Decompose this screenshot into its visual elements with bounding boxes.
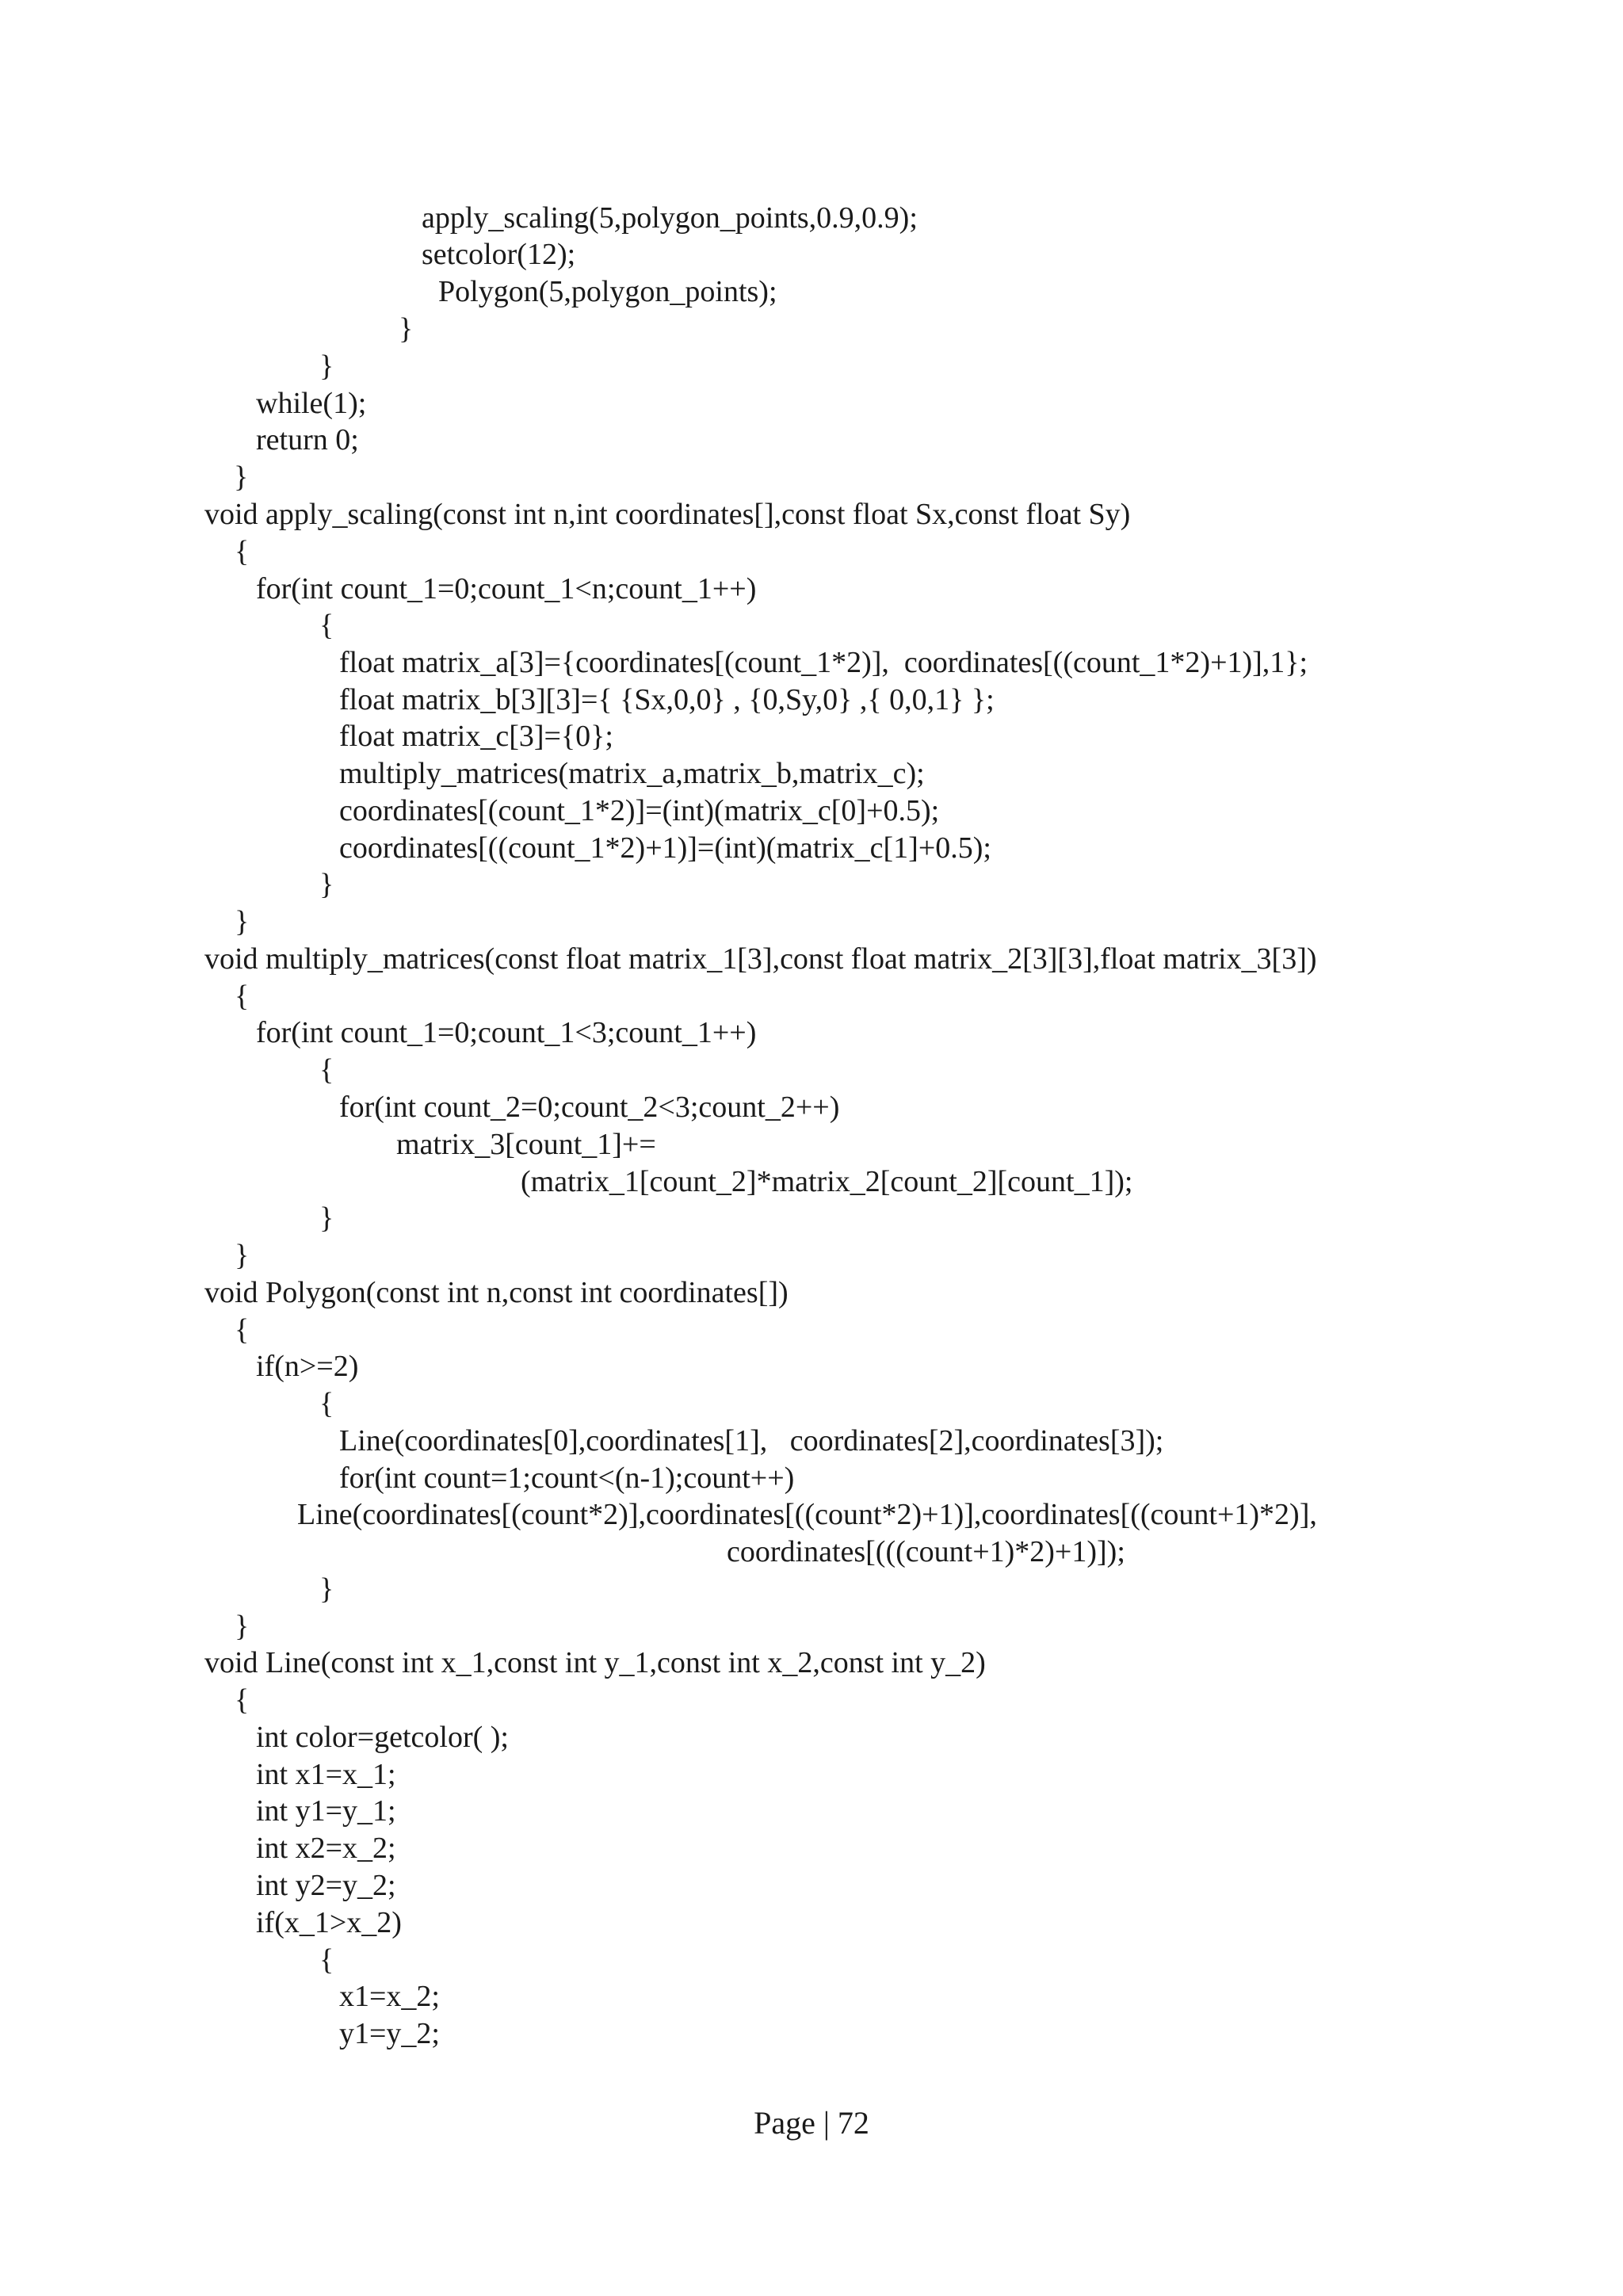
code-line: } — [319, 868, 334, 901]
code-line: } — [399, 312, 414, 346]
code-line: float matrix_a[3]={coordinates[(count_1*2)], coordinates[((count_1*2)+1)],1}; — [339, 646, 1308, 679]
code-line: matrix_3[count_1]+= — [396, 1128, 656, 1161]
code-line: coordinates[(((count+1)*2)+1)]); — [727, 1535, 1125, 1568]
code-line: Line(coordinates[0],coordinates[1], coordinates[2],coordinates[3]); — [339, 1424, 1164, 1457]
code-line: for(int count_2=0;count_2<3;count_2++) — [339, 1091, 840, 1124]
code-line: y1=y_2; — [339, 2017, 440, 2050]
code-line: if(n>=2) — [256, 1350, 359, 1383]
code-line: int x2=x_2; — [256, 1832, 396, 1865]
code-line: for(int count=1;count<(n-1);count++) — [339, 1461, 795, 1495]
code-line: { — [235, 980, 250, 1013]
page-number-footer: Page | 72 — [754, 2105, 869, 2141]
code-line: { — [319, 609, 334, 642]
code-line: if(x_1>x_2) — [256, 1906, 402, 1939]
code-line: float matrix_b[3][3]={ {Sx,0,0} , {0,Sy,0} ,{ 0,0,1} }; — [339, 683, 995, 716]
code-line: { — [235, 535, 250, 568]
code-line: setcolor(12); — [422, 238, 576, 271]
code-line: for(int count_1=0;count_1<n;count_1++) — [256, 572, 757, 606]
code-line: } — [234, 460, 249, 494]
code-line: { — [319, 1387, 334, 1420]
code-line: int x1=x_1; — [256, 1758, 396, 1791]
code-line: void Polygon(const int n,const int coordinates[]) — [204, 1276, 789, 1309]
code-line: void apply_scaling(const int n,int coordinates[],const float Sx,const float Sy) — [204, 498, 1131, 531]
code-line: while(1); — [256, 387, 367, 420]
code-line: int y2=y_2; — [256, 1869, 396, 1902]
code-line: int y1=y_1; — [256, 1794, 396, 1828]
code-line: } — [319, 1201, 334, 1235]
code-line: float matrix_c[3]={0}; — [339, 720, 613, 753]
code-line: { — [319, 1943, 334, 1977]
code-line: return 0; — [256, 423, 359, 457]
code-line: Line(coordinates[(count*2)],coordinates[((count*2)+1)],coordinates[((count+1)*2)], — [297, 1498, 1317, 1531]
code-line: apply_scaling(5,polygon_points,0.9,0.9); — [422, 201, 918, 235]
code-line: { — [319, 1053, 334, 1087]
code-line: { — [235, 1313, 250, 1347]
code-line: void multiply_matrices(const float matrix_1[3],const float matrix_2[3][3],float matrix_3[3]) — [204, 942, 1317, 976]
code-line: int color=getcolor( ); — [256, 1721, 509, 1754]
code-line: coordinates[(count_1*2)]=(int)(matrix_c[0]+0.5); — [339, 794, 940, 827]
code-line: } — [235, 1610, 250, 1643]
code-line: } — [235, 905, 250, 938]
code-line: for(int count_1=0;count_1<3;count_1++) — [256, 1016, 757, 1049]
code-line: } — [319, 350, 334, 383]
code-line: x1=x_2; — [339, 1980, 440, 2013]
code-line: { — [235, 1683, 250, 1717]
code-line: } — [235, 1239, 250, 1272]
code-line: multiply_matrices(matrix_a,matrix_b,matrix_c); — [339, 757, 925, 790]
code-line: coordinates[((count_1*2)+1)]=(int)(matrix_c[1]+0.5); — [339, 831, 991, 865]
code-line: Polygon(5,polygon_points); — [438, 275, 777, 308]
code-line: (matrix_1[count_2]*matrix_2[count_2][count_1]); — [521, 1165, 1133, 1198]
code-line: void Line(const int x_1,const int y_1,const int x_2,const int y_2) — [204, 1646, 986, 1679]
code-line: } — [319, 1572, 334, 1606]
